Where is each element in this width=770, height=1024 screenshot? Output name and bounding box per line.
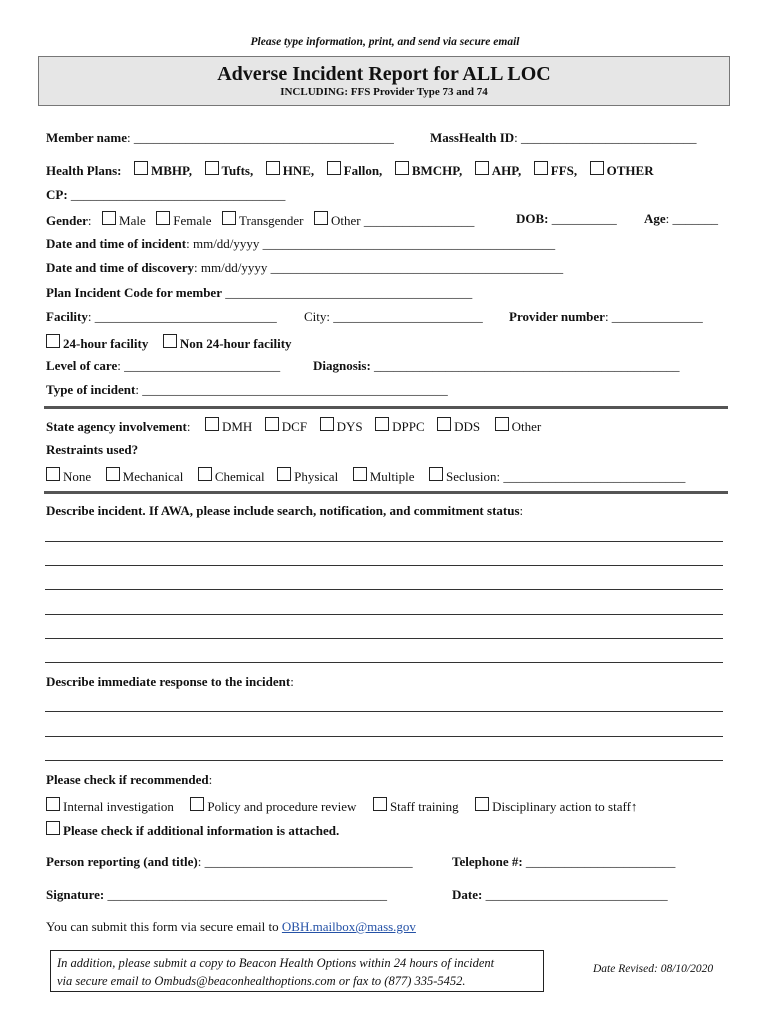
restraints-label-row — [46, 442, 138, 458]
date-field[interactable]: ____________________________ — [482, 887, 668, 902]
discovery-time-field[interactable]: : mm/dd/yyyy _____________________________________________ — [194, 260, 564, 275]
provider-number-field[interactable]: : ______________ — [604, 309, 703, 324]
date-label: Date: — [452, 887, 483, 902]
type-of-incident-row — [46, 382, 448, 398]
hne-option: HNE, — [282, 163, 315, 178]
transgender-option: Transgender — [239, 213, 304, 228]
facility-type-row — [46, 334, 292, 352]
section-divider-1 — [44, 406, 728, 409]
masshealth-row — [430, 130, 697, 146]
response-line-3[interactable] — [45, 760, 723, 761]
fallon-option: Fallon, — [343, 163, 383, 178]
additional-info-checkbox[interactable] — [46, 821, 60, 835]
dob-field[interactable]: __________ — [548, 211, 617, 226]
diagnosis-row — [313, 358, 680, 374]
dob-row — [516, 211, 617, 227]
restraint-none-option: None — [63, 469, 92, 484]
incident-line-1[interactable] — [45, 541, 723, 542]
member-name-field[interactable]: : ________________________________________ — [126, 130, 394, 145]
24-hour-checkbox[interactable] — [46, 334, 60, 348]
incident-line-6[interactable] — [45, 662, 723, 663]
disciplinary-action-option: Disciplinary action to staff↑ — [492, 799, 638, 814]
dob-label: DOB: — [516, 211, 549, 226]
other-plan-option: OTHER — [606, 163, 654, 178]
level-of-care-row — [46, 358, 280, 374]
non-24-hour-option: Non 24-hour facility — [179, 336, 292, 351]
diagnosis-field[interactable]: _______________________________________________ — [370, 358, 680, 373]
incident-time-row — [46, 236, 555, 252]
24-hour-option: 24-hour facility — [63, 336, 149, 351]
response-line-2[interactable] — [45, 736, 723, 737]
restraint-multiple-checkbox[interactable] — [353, 467, 367, 481]
state-agency-label: State agency involvement — [46, 419, 187, 434]
facility-label: Facility — [46, 309, 88, 324]
policy-review-option: Policy and procedure review — [207, 799, 357, 814]
submit-text: You can submit this form via secure email to — [46, 919, 282, 934]
signature-field[interactable]: ___________________________________________ — [104, 887, 388, 902]
mbhp-checkbox[interactable] — [134, 161, 148, 175]
non-24-hour-checkbox[interactable] — [163, 334, 177, 348]
notice-line-2: via secure email to Ombuds@beaconhealthoptions.com or fax to (877) 335-5452. — [57, 974, 466, 988]
telephone-label: Telephone #: — [452, 854, 523, 869]
signature-row — [46, 887, 387, 903]
staff-training-option: Staff training — [389, 799, 459, 814]
male-option: Male — [119, 213, 146, 228]
dppc-checkbox[interactable] — [375, 417, 389, 431]
incident-line-2[interactable] — [45, 565, 723, 566]
dds-checkbox[interactable] — [437, 417, 451, 431]
city-label: City: — [304, 309, 334, 324]
internal-investigation-option: Internal investigation — [63, 799, 174, 814]
describe-incident-row — [46, 503, 523, 519]
beacon-notice-box — [50, 950, 544, 992]
ffs-checkbox[interactable] — [534, 161, 548, 175]
restraint-none-checkbox[interactable] — [46, 467, 60, 481]
bmchp-option: BMCHP, — [411, 163, 463, 178]
telephone-row — [452, 854, 675, 870]
restraint-mechanical-option: Mechanical — [122, 469, 184, 484]
member-row — [46, 130, 394, 146]
dys-option: DYS — [336, 419, 363, 434]
female-option: Female — [173, 213, 212, 228]
bmchp-checkbox[interactable] — [395, 161, 409, 175]
incident-line-5[interactable] — [45, 638, 723, 639]
diagnosis-label: Diagnosis: — [313, 358, 371, 373]
recommended-row — [46, 772, 212, 788]
incident-time-field[interactable]: : mm/dd/yyyy _____________________________________________ — [186, 236, 556, 251]
obh-email-link[interactable]: OBH.mailbox@mass.gov — [281, 919, 416, 934]
dys-checkbox[interactable] — [320, 417, 334, 431]
discovery-time-label: Date and time of discovery — [46, 260, 195, 275]
form-header — [38, 56, 730, 106]
plan-code-row — [46, 285, 472, 301]
type-of-incident-field[interactable]: : _______________________________________________ — [135, 382, 448, 397]
recommended-label: Please check if recommended — [46, 772, 209, 787]
restraint-chemical-checkbox[interactable] — [198, 467, 212, 481]
restraint-seclusion-option[interactable]: Seclusion: ____________________________ — [445, 469, 686, 484]
tufts-option: Tufts, — [221, 163, 254, 178]
describe-incident-colon: : — [519, 503, 524, 518]
female-checkbox[interactable] — [156, 211, 170, 225]
fallon-checkbox[interactable] — [327, 161, 341, 175]
dmh-checkbox[interactable] — [205, 417, 219, 431]
plan-code-label: Plan Incident Code for member — [46, 285, 222, 300]
incident-time-label: Date and time of incident — [46, 236, 187, 251]
submit-row — [46, 919, 416, 935]
signature-label: Signature: — [46, 887, 105, 902]
other-agency-option: Other — [511, 419, 542, 434]
health-plans-row — [46, 161, 654, 179]
type-of-incident-label: Type of incident — [46, 382, 136, 397]
person-reporting-field[interactable]: : ________________________________ — [197, 854, 413, 869]
staff-training-checkbox[interactable] — [373, 797, 387, 811]
top-instruction: Please type information, print, and send via secure email — [250, 36, 520, 48]
city-row — [304, 309, 483, 325]
restraint-chemical-option: Chemical — [214, 469, 265, 484]
level-of-care-label: Level of care — [46, 358, 118, 373]
level-of-care-field[interactable]: : ________________________ — [117, 358, 281, 373]
internal-investigation-checkbox[interactable] — [46, 797, 60, 811]
facility-row — [46, 309, 277, 325]
mbhp-option: MBHP, — [150, 163, 193, 178]
hne-checkbox[interactable] — [266, 161, 280, 175]
state-agency-colon: : — [186, 419, 191, 434]
plan-code-field[interactable]: ______________________________________ — [221, 285, 473, 300]
facility-field[interactable]: : ____________________________ — [87, 309, 277, 324]
section-divider-2 — [44, 491, 728, 494]
describe-incident-label: Describe incident. If AWA, please include search, notification, and commitment status — [46, 503, 520, 518]
state-agency-row — [46, 417, 541, 435]
restraints-options-row — [46, 467, 685, 485]
incident-line-4[interactable] — [45, 614, 723, 615]
additional-info-row — [46, 821, 339, 839]
age-field[interactable]: : _______ — [665, 211, 719, 226]
ffs-option: FFS, — [550, 163, 578, 178]
age-label: Age — [644, 211, 666, 226]
person-reporting-row — [46, 854, 413, 870]
notice-line-1: In addition, please submit a copy to Beacon Health Options within 24 hours of incident — [57, 956, 495, 970]
date-revised: Date Revised: 08/10/2020 — [593, 963, 714, 975]
member-name-label: Member name — [46, 130, 127, 145]
other-gender-option[interactable]: Other _________________ — [331, 213, 475, 228]
dcf-option: DCF — [281, 419, 308, 434]
gender-row: Gender: Male Female Transgender Other _________________ — [46, 213, 475, 228]
restraint-multiple-option: Multiple — [369, 469, 415, 484]
dppc-option: DPPC — [392, 419, 425, 434]
person-reporting-label: Person reporting (and title) — [46, 854, 198, 869]
tufts-checkbox[interactable] — [205, 161, 219, 175]
incident-line-3[interactable] — [45, 589, 723, 590]
immediate-response-label: Describe immediate response to the incident — [46, 674, 291, 689]
date-row — [452, 887, 668, 903]
masshealth-id-field[interactable]: : ___________________________ — [514, 130, 697, 145]
response-line-1[interactable] — [45, 711, 723, 712]
disciplinary-action-checkbox[interactable] — [475, 797, 489, 811]
additional-info-label: Please check if additional information is attached. — [63, 823, 340, 838]
provider-number-label: Provider number — [509, 309, 605, 324]
restraint-mechanical-checkbox[interactable] — [106, 467, 120, 481]
provider-row — [509, 309, 703, 325]
cp-row — [46, 187, 285, 203]
restraint-physical-checkbox[interactable] — [277, 467, 291, 481]
recommended-options-row — [46, 797, 637, 815]
health-plans-label: Health Plans: — [46, 163, 122, 178]
age-row — [644, 211, 718, 227]
other-plan-checkbox[interactable] — [590, 161, 604, 175]
discovery-time-row — [46, 260, 563, 276]
restraints-label: Restraints used? — [46, 442, 139, 457]
ahp-option: AHP, — [491, 163, 522, 178]
form-title: Adverse Incident Report for ALL LOC — [217, 63, 551, 85]
gender-label: Gender — [46, 213, 88, 228]
restraint-seclusion-checkbox[interactable] — [429, 467, 443, 481]
dcf-checkbox[interactable] — [265, 417, 279, 431]
restraint-physical-option: Physical — [294, 469, 339, 484]
other-gender-checkbox[interactable] — [314, 211, 328, 225]
ahp-checkbox[interactable] — [475, 161, 489, 175]
transgender-checkbox[interactable] — [222, 211, 236, 225]
recommended-colon: : — [208, 772, 213, 787]
cp-label: CP: — [46, 187, 68, 202]
dmh-option: DMH — [221, 419, 253, 434]
other-agency-checkbox[interactable] — [495, 417, 509, 431]
city-field[interactable]: _______________________ — [333, 309, 483, 324]
telephone-field[interactable]: _______________________ — [522, 854, 676, 869]
male-checkbox[interactable] — [102, 211, 116, 225]
cp-field[interactable]: _________________________________ — [67, 187, 286, 202]
immediate-response-colon: : — [290, 674, 294, 689]
masshealth-id-label: MassHealth ID — [430, 130, 515, 145]
policy-review-checkbox[interactable] — [190, 797, 204, 811]
form-subtitle: INCLUDING: FFS Provider Type 73 and 74 — [280, 86, 488, 98]
dds-option: DDS — [454, 419, 481, 434]
immediate-response-row — [46, 674, 294, 690]
